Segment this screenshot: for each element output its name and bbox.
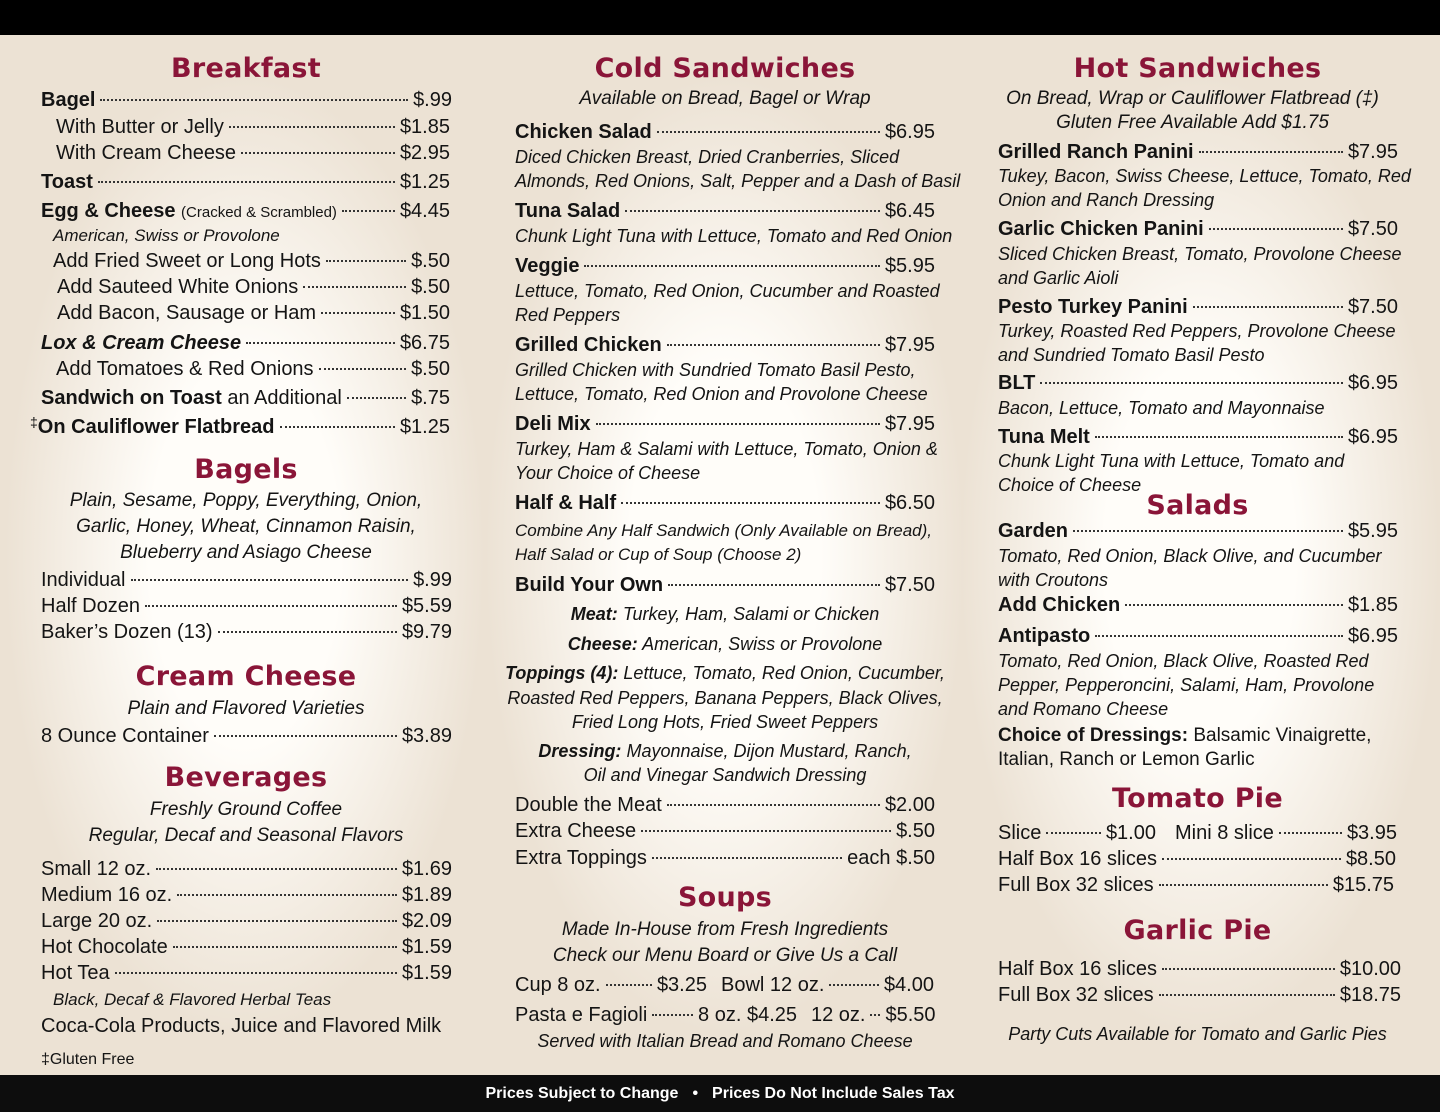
menu-item-double-meat xyxy=(515,792,935,818)
menu-item-build-your-own xyxy=(515,572,935,598)
item-name: Chicken Salad xyxy=(515,121,652,143)
antipasto-desc-1: Tomato, Red Onion, Black Olive, Roasted Red xyxy=(998,651,1369,671)
item-name: Full Box 32 slices xyxy=(998,874,1154,896)
tuna-salad-desc: Chunk Light Tuna with Lettuce, Tomato and Red Onion xyxy=(515,226,953,246)
leader-dots xyxy=(667,344,880,346)
veggie-desc-2: Red Peppers xyxy=(515,305,621,325)
toppings-line-3: Fried Long Hots, Fried Sweet Peppers xyxy=(571,712,879,732)
tomato-pie-heading: Tomato Pie xyxy=(1112,783,1283,814)
leader-dots xyxy=(1159,884,1328,886)
menu-item-ranch-panini xyxy=(998,139,1398,165)
item-price: $4.00 xyxy=(883,974,934,996)
cream-cheese-heading: Cream Cheese xyxy=(135,661,357,692)
item-name: With Butter or Jelly xyxy=(56,116,224,138)
item-price: $6.45 xyxy=(884,200,935,222)
item-price: $6.95 xyxy=(884,121,935,143)
leader-dots xyxy=(241,152,395,154)
menu-item-toast-sandwich xyxy=(41,385,450,411)
hot-sandwiches-sub-1: On Bread, Wrap or Cauliflower Flatbread (‡) xyxy=(1006,88,1379,109)
item-name: Add Chicken xyxy=(998,594,1121,616)
item-name: Bagel xyxy=(41,89,96,111)
item-name: Egg & Cheese xyxy=(41,200,176,222)
dressing-line-2: Oil and Vinegar Sandwich Dressing xyxy=(583,765,867,785)
item-price: $8.50 xyxy=(1345,848,1396,870)
menu-item-tomatoes xyxy=(56,356,450,382)
menu-item-bacon xyxy=(57,300,450,326)
item-name: Veggie xyxy=(515,255,580,277)
menu-item-large xyxy=(41,908,452,934)
ranch-panini-desc-1: Tukey, Bacon, Swiss Cheese, Lettuce, Tomato, Red xyxy=(998,166,1411,186)
chicken-salad-desc-1: Diced Chicken Breast, Dried Cranberries, Sliced xyxy=(515,147,900,167)
leader-dots xyxy=(100,99,408,101)
deli-mix-desc-2: Your Choice of Cheese xyxy=(515,463,701,483)
menu-item-cauliflower xyxy=(30,414,450,441)
item-price: $10.00 xyxy=(1339,958,1401,980)
menu-item-bakers-dozen xyxy=(41,619,452,645)
leader-dots xyxy=(584,265,879,267)
item-price: $2.00 xyxy=(884,794,935,816)
build-toppings xyxy=(505,661,945,685)
garden-desc-2: with Croutons xyxy=(998,570,1109,590)
item-price: $6.50 xyxy=(884,492,935,514)
leader-dots xyxy=(1073,530,1343,532)
item-price: $7.50 xyxy=(1347,218,1398,240)
menu-item-butter xyxy=(56,114,450,140)
bagels-desc-3: Blueberry and Asiago Cheese xyxy=(120,542,372,563)
item-name: Tuna Melt xyxy=(998,426,1090,448)
item-price: $1.25 xyxy=(399,416,450,438)
item-name: 8 Ounce Container xyxy=(41,725,209,747)
bagels-heading: Bagels xyxy=(194,454,298,485)
cold-sandwiches-heading: Cold Sandwiches xyxy=(594,53,856,84)
item-name: Add Bacon, Sausage or Ham xyxy=(57,302,317,324)
toppings-line-2: Roasted Red Peppers, Banana Peppers, Black Olives, xyxy=(507,688,943,708)
item-price: $3.95 xyxy=(1346,822,1397,844)
item-price: $9.79 xyxy=(401,621,452,643)
item-name: Full Box 32 slices xyxy=(998,984,1154,1006)
item-name: BLT xyxy=(998,372,1036,394)
menu-item-blt xyxy=(998,370,1398,396)
item-name: Deli Mix xyxy=(515,413,591,435)
leader-dots xyxy=(342,210,395,212)
item-name: Double the Meat xyxy=(515,794,662,816)
leader-dots xyxy=(98,181,395,183)
menu-item-hots xyxy=(53,248,450,274)
item-name: Hot Tea xyxy=(41,962,110,984)
leader-dots xyxy=(157,920,397,922)
leader-dots xyxy=(1159,994,1335,996)
item-price: $.50 xyxy=(411,358,450,380)
leader-dots xyxy=(641,830,891,832)
item-price: $7.50 xyxy=(884,574,935,596)
party-cuts-note: Party Cuts Available for Tomato and Garlic Pies xyxy=(1008,1024,1387,1044)
pasta-desc: Served with Italian Bread and Romano Cheese xyxy=(537,1031,913,1051)
menu-item-onions xyxy=(57,274,450,300)
leader-dots xyxy=(1046,832,1101,834)
leader-dots xyxy=(131,579,409,581)
menu-item-grilled-chicken xyxy=(515,332,935,358)
cream-cheese-desc: Plain and Flavored Varieties xyxy=(127,698,365,719)
hot-sandwiches-sub-2: Gluten Free Available Add $1.75 xyxy=(1056,112,1329,133)
menu-item-slice xyxy=(998,820,1156,846)
item-price: $1.00 xyxy=(1105,822,1156,844)
dressing-label: Dressing: xyxy=(538,741,622,761)
item-price: $.75 xyxy=(411,387,450,409)
leader-dots xyxy=(625,210,880,212)
menu-item-bagel xyxy=(41,87,452,113)
item-name: 12 oz. xyxy=(811,1004,866,1026)
leader-dots xyxy=(870,1014,880,1016)
garden-desc-1: Tomato, Red Onion, Black Olive, and Cucumber xyxy=(998,546,1382,566)
menu-item-half-dozen xyxy=(41,593,452,619)
item-price: $.50 xyxy=(411,250,450,272)
menu-item-mini xyxy=(1175,820,1397,846)
item-name: With Cream Cheese xyxy=(56,142,237,164)
item-name: Extra Toppings xyxy=(515,847,647,869)
antipasto-desc-2: Pepper, Pepperoncini, Salami, Ham, Provolone xyxy=(998,675,1375,695)
menu-sheet xyxy=(0,35,1440,1075)
item-name: Build Your Own xyxy=(515,574,664,596)
menu-item-garlic-panini xyxy=(998,216,1398,242)
cheese-text: American, Swiss or Provolone xyxy=(642,634,883,654)
item-price: $6.75 xyxy=(399,332,450,354)
leader-dots xyxy=(319,368,407,370)
menu-item-hot-chocolate xyxy=(41,934,452,960)
cold-sandwiches-sub: Available on Bread, Bagel or Wrap xyxy=(579,88,871,109)
menu-item-pesto-panini xyxy=(998,294,1398,320)
build-cheese xyxy=(505,632,945,656)
menu-item-extra-toppings xyxy=(515,845,935,871)
menu-item-tuna-salad xyxy=(515,198,935,224)
menu-item-hot-tea xyxy=(41,960,452,986)
item-name: Individual xyxy=(41,569,126,591)
build-dressing xyxy=(505,739,945,763)
salads-heading: Salads xyxy=(1146,490,1249,521)
item-price: $.50 xyxy=(896,820,935,842)
menu-item-antipasto xyxy=(998,623,1398,649)
item-price: $3.89 xyxy=(401,725,452,747)
menu-item-pasta-12oz xyxy=(811,1002,934,1028)
ranch-panini-desc-2: Onion and Ranch Dressing xyxy=(998,190,1215,210)
item-price: $2.95 xyxy=(399,142,450,164)
item-price: $6.95 xyxy=(1347,372,1398,394)
bagels-desc-2: Garlic, Honey, Wheat, Cinnamon Raisin, xyxy=(76,516,416,537)
item-name: Tuna Salad xyxy=(515,200,621,222)
menu-item-egg xyxy=(41,198,450,226)
bagels-desc-1: Plain, Sesame, Poppy, Everything, Onion, xyxy=(69,490,423,511)
leader-dots xyxy=(1040,382,1343,384)
item-price: $6.95 xyxy=(1347,625,1398,647)
item-name: Half Dozen xyxy=(41,595,140,617)
item-price: $7.95 xyxy=(1347,141,1398,163)
item-name: On Cauliflower Flatbread xyxy=(37,416,275,438)
dressings-text: Balsamic Vinaigrette, xyxy=(1193,725,1372,746)
item-name: Hot Chocolate xyxy=(41,936,168,958)
item-price: $18.75 xyxy=(1339,984,1401,1006)
leader-dots xyxy=(1125,604,1343,606)
hot-sandwiches-heading: Hot Sandwiches xyxy=(1073,53,1322,84)
menu-item-pasta-8oz xyxy=(515,1002,797,1028)
item-name: Grilled Ranch Panini xyxy=(998,141,1194,163)
egg-desc: American, Swiss or Provolone xyxy=(53,226,280,245)
menu-item-container xyxy=(41,723,452,749)
leader-dots xyxy=(668,584,880,586)
gluten-free-mark: ‡ xyxy=(30,414,38,430)
item-extra: an Additional xyxy=(227,387,342,409)
leader-dots xyxy=(214,735,397,737)
item-price: $15.75 xyxy=(1332,874,1394,896)
menu-item-garlic-half-box xyxy=(998,956,1401,982)
item-name: Garden xyxy=(998,520,1069,542)
garlic-pie-heading: Garlic Pie xyxy=(1123,915,1272,946)
build-meat xyxy=(505,602,945,626)
leader-dots xyxy=(667,804,880,806)
item-name: Grilled Chicken xyxy=(515,334,662,356)
menu-item-toast xyxy=(41,169,450,195)
leader-dots xyxy=(657,131,880,133)
item-price: $1.25 xyxy=(399,171,450,193)
leader-dots xyxy=(347,397,406,399)
leader-dots xyxy=(173,946,397,948)
item-price: $5.59 xyxy=(401,595,452,617)
leader-dots xyxy=(303,286,406,288)
menu-item-cup xyxy=(515,972,707,998)
menu-item-lox xyxy=(41,330,450,356)
menu-item-extra-cheese xyxy=(515,818,935,844)
item-name: Mini 8 slice xyxy=(1175,822,1274,844)
menu-item-bowl xyxy=(721,972,934,998)
tuna-melt-desc-2: Choice of Cheese xyxy=(998,475,1142,495)
item-price: $7.95 xyxy=(884,334,935,356)
item-name: Bowl 12 oz. xyxy=(721,974,825,996)
item-price: $5.95 xyxy=(884,255,935,277)
dressings-line-1 xyxy=(998,724,1371,748)
leader-dots xyxy=(829,984,879,986)
item-price: $.99 xyxy=(413,569,452,591)
item-price: each $.50 xyxy=(847,847,935,869)
item-name: Cup 8 oz. xyxy=(515,974,601,996)
menu-item-veggie xyxy=(515,253,935,279)
item-name: Small 12 oz. xyxy=(41,858,152,880)
item-name: Half & Half xyxy=(515,492,617,514)
item-price: $1.50 xyxy=(399,302,450,324)
leader-dots xyxy=(596,423,880,425)
pesto-panini-desc-2: and Sundried Tomato Basil Pesto xyxy=(998,345,1265,365)
menu-item-tomato-half-box xyxy=(998,846,1396,872)
leader-dots xyxy=(1199,151,1343,153)
leader-dots xyxy=(652,857,842,859)
leader-dots xyxy=(246,342,395,344)
item-price: $3.25 xyxy=(656,974,707,996)
item-name: Half Box 16 slices xyxy=(998,958,1157,980)
antipasto-desc-3: and Romano Cheese xyxy=(998,699,1169,719)
item-note: (Cracked & Scrambled) xyxy=(181,204,337,221)
soups-heading: Soups xyxy=(677,882,773,913)
menu-item-tuna-melt xyxy=(998,424,1398,450)
menu-item-individual xyxy=(41,567,452,593)
menu-item-cream xyxy=(56,140,450,166)
item-name: Slice xyxy=(998,822,1042,844)
breakfast-heading: Breakfast xyxy=(170,53,322,84)
half-and-half-desc-2: Half Salad or Cup of Soup (Choose 2) xyxy=(515,545,802,564)
footer-right-text: Prices Do Not Include Sales Tax xyxy=(712,1084,955,1102)
leader-dots xyxy=(1095,635,1343,637)
chicken-salad-desc-2: Almonds, Red Onions, Salt, Pepper and a Dash of Basil xyxy=(515,171,961,191)
item-name: Garlic Chicken Panini xyxy=(998,218,1204,240)
menu-item-medium xyxy=(41,882,452,908)
footer-bar xyxy=(0,1075,1440,1112)
leader-dots xyxy=(1193,306,1343,308)
item-price: $1.85 xyxy=(399,116,450,138)
item-name: Large 20 oz. xyxy=(41,910,153,932)
item-name: Pesto Turkey Panini xyxy=(998,296,1188,318)
tea-desc: Black, Decaf & Flavored Herbal Teas xyxy=(53,990,332,1009)
leader-dots xyxy=(145,605,397,607)
leader-dots xyxy=(218,631,397,633)
leader-dots xyxy=(280,426,395,428)
meat-label: Meat: xyxy=(570,604,618,624)
tuna-melt-desc-1: Chunk Light Tuna with Lettuce, Tomato and xyxy=(998,451,1345,471)
gluten-free-note: ‡Gluten Free xyxy=(41,1051,135,1068)
item-name: Add Tomatoes & Red Onions xyxy=(56,358,314,380)
item-name: Add Sauteed White Onions xyxy=(57,276,299,298)
item-price: $.99 xyxy=(413,89,452,111)
menu-item-garden xyxy=(998,518,1398,544)
soups-sub-2: Check our Menu Board or Give Us a Call xyxy=(552,945,898,966)
menu-item-garlic-full-box xyxy=(998,982,1401,1008)
item-price: $5.50 xyxy=(885,1004,936,1026)
leader-dots xyxy=(1279,832,1342,834)
menu-item-small xyxy=(41,856,452,882)
item-name: Sandwich on Toast xyxy=(41,387,222,409)
item-name: Antipasto xyxy=(998,625,1091,647)
item-name: Add Fried Sweet or Long Hots xyxy=(53,250,321,272)
item-price: $7.50 xyxy=(1347,296,1398,318)
toppings-text: Lettuce, Tomato, Red Onion, Cucumber, xyxy=(623,663,945,683)
leader-dots xyxy=(115,972,397,974)
item-price: $5.95 xyxy=(1347,520,1398,542)
dressing-text: Mayonnaise, Dijon Mustard, Ranch, xyxy=(626,741,912,761)
leader-dots xyxy=(1162,968,1335,970)
leader-dots xyxy=(156,868,397,870)
leader-dots xyxy=(229,126,395,128)
deli-mix-desc-1: Turkey, Ham & Salami with Lettuce, Tomato, Onion & xyxy=(515,439,938,459)
leader-dots xyxy=(177,894,397,896)
item-price: $1.89 xyxy=(401,884,452,906)
item-price: $7.95 xyxy=(884,413,935,435)
item-name: Lox & Cream Cheese xyxy=(41,332,242,354)
dressings-label: Choice of Dressings: xyxy=(998,725,1189,746)
menu-item-half-and-half xyxy=(515,490,935,516)
item-price: $1.69 xyxy=(401,858,452,880)
blt-desc: Bacon, Lettuce, Tomato and Mayonnaise xyxy=(998,398,1325,418)
beverages-desc-2: Regular, Decaf and Seasonal Flavors xyxy=(88,825,404,846)
leader-dots xyxy=(321,312,395,314)
menu-item-deli-mix xyxy=(515,411,935,437)
soups-sub-1: Made In-House from Fresh Ingredients xyxy=(561,919,889,940)
pesto-panini-desc-1: Turkey, Roasted Red Peppers, Provolone Cheese xyxy=(998,321,1396,341)
grilled-chicken-desc-1: Grilled Chicken with Sundried Tomato Basil Pesto, xyxy=(515,360,916,380)
garlic-panini-desc-1: Sliced Chicken Breast, Tomato, Provolone Cheese xyxy=(998,244,1402,264)
item-name: Extra Cheese xyxy=(515,820,637,842)
item-name: Baker’s Dozen (13) xyxy=(41,621,213,643)
leader-dots xyxy=(621,502,880,504)
item-price: $1.85 xyxy=(1347,594,1398,616)
footer-left-text: Prices Subject to Change xyxy=(485,1084,679,1102)
item-price: $2.09 xyxy=(401,910,452,932)
leader-dots xyxy=(652,1014,693,1016)
item-price: 8 oz. $4.25 xyxy=(698,1004,797,1026)
item-price: $1.59 xyxy=(401,936,452,958)
item-price: $.50 xyxy=(411,276,450,298)
item-name: Medium 16 oz. xyxy=(41,884,173,906)
grilled-chicken-desc-2: Lettuce, Tomato, Red Onion and Provolone Cheese xyxy=(515,384,928,404)
toppings-count: (4): xyxy=(590,663,619,683)
item-price: $4.45 xyxy=(399,200,450,222)
menu-item-chicken-salad xyxy=(515,119,935,145)
item-name: Toast xyxy=(41,171,93,193)
beverages-heading: Beverages xyxy=(164,762,328,793)
leader-dots xyxy=(1095,436,1343,438)
leader-dots xyxy=(606,984,652,986)
item-name: Pasta e Fagioli xyxy=(515,1004,648,1026)
veggie-desc-1: Lettuce, Tomato, Red Onion, Cucumber and Roasted xyxy=(515,281,940,301)
dressings-line-2: Italian, Ranch or Lemon Garlic xyxy=(998,749,1255,770)
leader-dots xyxy=(1209,228,1343,230)
leader-dots xyxy=(1162,858,1341,860)
footer-separator: • xyxy=(692,1084,699,1102)
cheese-label: Cheese: xyxy=(567,634,638,654)
item-price: $6.95 xyxy=(1347,426,1398,448)
item-name: Half Box 16 slices xyxy=(998,848,1157,870)
toppings-label: Toppings xyxy=(505,663,586,683)
coke-line: Coca-Cola Products, Juice and Flavored Milk xyxy=(41,1015,442,1037)
beverages-desc-1: Freshly Ground Coffee xyxy=(149,799,343,820)
leader-dots xyxy=(326,260,406,262)
menu-item-add-chicken xyxy=(998,592,1398,618)
meat-text: Turkey, Ham, Salami or Chicken xyxy=(622,604,880,624)
item-price: $1.59 xyxy=(401,962,452,984)
half-and-half-desc-1: Combine Any Half Sandwich (Only Available on Bread), xyxy=(515,521,933,540)
menu-item-tomato-full-box xyxy=(998,872,1394,898)
garlic-panini-desc-2: and Garlic Aioli xyxy=(998,268,1119,288)
